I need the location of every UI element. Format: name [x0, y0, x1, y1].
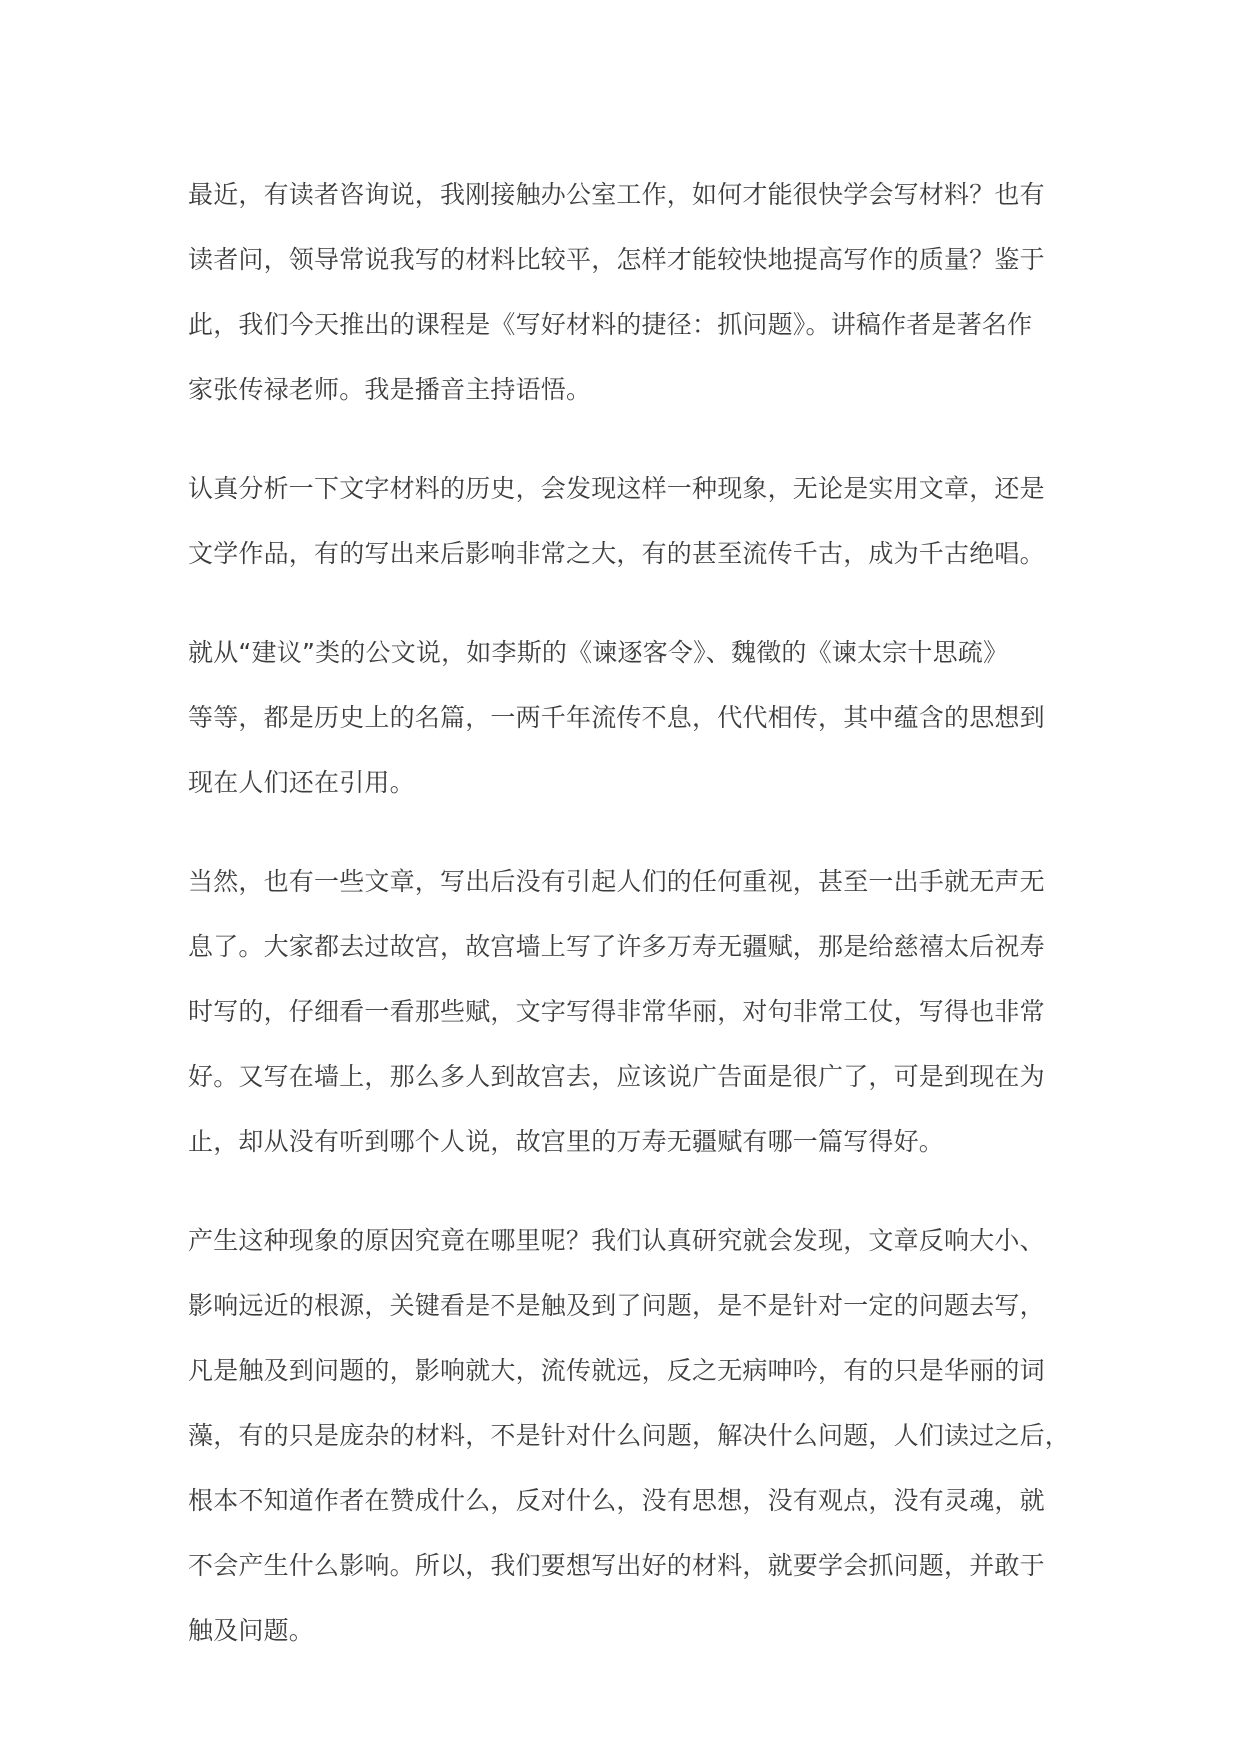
text-line: 不会产生什么影响。所以，我们要想写出好的材料，就要学会抓问题，并敢于	[188, 1551, 1045, 1580]
text-line: 触及问题。	[188, 1616, 315, 1645]
text-line: 当然，也有一些文章，写出后没有引起人们的任何重视，甚至一出手就无声无	[188, 867, 1045, 896]
text-line: 根本不知道作者在赞成什么，反对什么，没有思想，没有观点，没有灵魂，就	[188, 1486, 1045, 1515]
text-line: 读者问，领导常说我写的材料比较平，怎样才能较快地提高写作的质量？鉴于	[188, 245, 1045, 274]
paragraph-history	[188, 456, 1068, 586]
text-line: 产生这种现象的原因究竟在哪里呢？我们认真研究就会发现，文章反响大小、	[188, 1226, 1045, 1255]
paragraph-counterexample	[188, 849, 1068, 1174]
text-line: 息了。大家都去过故宫，故宫墙上写了许多万寿无疆赋，那是给慈禧太后祝寿	[188, 932, 1045, 961]
paragraph-conclusion	[188, 1208, 1071, 1663]
text-line: 此，我们今天推出的课程是《写好材料的捷径：抓问题》。讲稿作者是著名作	[188, 310, 1033, 339]
text-line: 文学作品，有的写出来后影响非常之大，有的甚至流传千古，成为千古绝唱。	[188, 539, 1045, 568]
text-line: 认真分析一下文字材料的历史，会发现这样一种现象，无论是实用文章，还是	[188, 474, 1045, 503]
text-line: 影响远近的根源，关键看是不是触及到了问题，是不是针对一定的问题去写，	[188, 1291, 1045, 1320]
text-line: 时写的，仔细看一看那些赋，文字写得非常华丽，对句非常工仗，写得也非常	[188, 997, 1045, 1026]
paragraph-examples	[188, 620, 1068, 815]
text-line: 就从“建议”类的公文说，如李斯的《谏逐客令》、魏徵的《谏太宗十思疏》	[188, 638, 1009, 667]
text-line: 最近，有读者咨询说，我刚接触办公室工作，如何才能很快学会写材料？也有	[188, 180, 1045, 209]
document-body	[188, 162, 1071, 1697]
text-line: 家张传禄老师。我是播音主持语悟。	[188, 375, 592, 404]
text-line: 等等，都是历史上的名篇，一两千年流传不息，代代相传，其中蕴含的思想到	[188, 703, 1045, 732]
text-line: 现在人们还在引用。	[188, 768, 415, 797]
text-line: 好。又写在墙上，那么多人到故宫去，应该说广告面是很广了，可是到现在为	[188, 1062, 1045, 1091]
text-line: 藻，有的只是庞杂的材料，不是针对什么问题，解决什么问题，人们读过之后，	[188, 1421, 1071, 1450]
text-line: 止，却从没有听到哪个人说，故宫里的万寿无疆赋有哪一篇写得好。	[188, 1127, 945, 1156]
text-line: 凡是触及到问题的，影响就大，流传就远，反之无病呻吟，有的只是华丽的词	[188, 1356, 1045, 1385]
paragraph-intro	[188, 162, 1068, 422]
